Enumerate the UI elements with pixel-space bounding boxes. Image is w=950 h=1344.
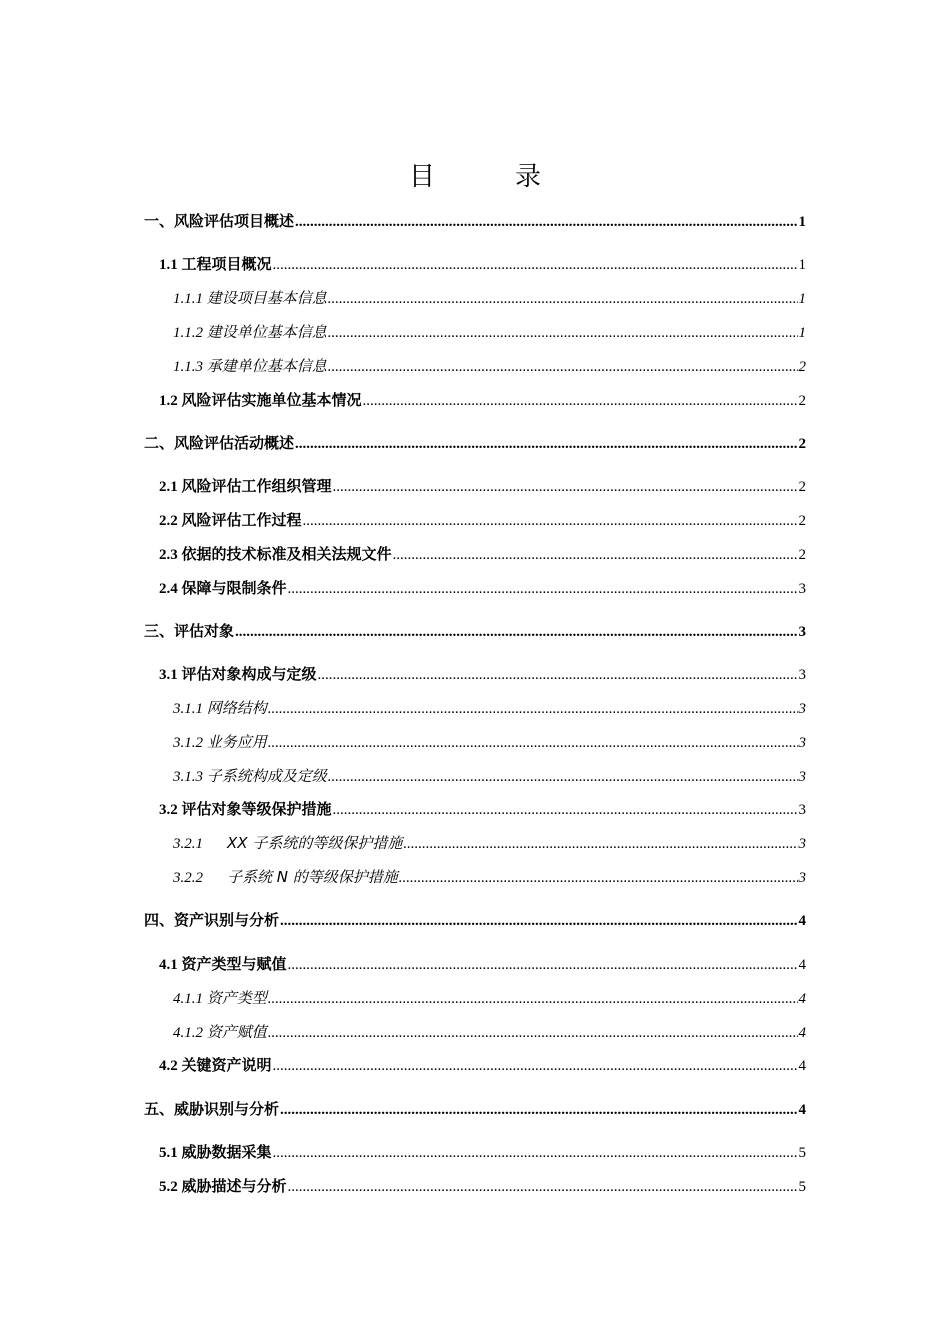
toc-entry[interactable]: [159, 664, 806, 685]
toc-entry[interactable]: [173, 988, 806, 1009]
toc-entry-text: 子系统构成及定级: [206, 767, 327, 785]
toc-entry[interactable]: [159, 510, 806, 531]
toc-entry-text: 承建单位基本信息: [206, 357, 327, 375]
page-title-char-2: 录: [515, 162, 542, 192]
toc-entry-number: 4.1.1: [173, 991, 203, 1007]
toc-page-number: 1: [798, 257, 806, 273]
toc-entry[interactable]: [159, 1176, 806, 1197]
toc-leader: [268, 989, 798, 1009]
toc-page-number: 2: [798, 547, 806, 563]
toc-entry-text: 资产赋值: [206, 1023, 267, 1041]
toc-entry-number: 5.2: [159, 1179, 178, 1195]
toc-entry-text: 评估对象构成与定级: [181, 665, 317, 683]
toc-page-number: 3: [798, 769, 806, 785]
toc-entry-text: 网络结构: [206, 699, 267, 717]
toc-leader: [328, 323, 798, 343]
toc-entry-number: 5.1: [159, 1145, 178, 1161]
toc-entry-number: 1.1.3: [173, 359, 203, 375]
toc-entry-text: 五、威胁识别与分析: [144, 1100, 280, 1118]
toc-page-number: 3: [798, 870, 806, 886]
toc-leader: [318, 665, 798, 685]
toc-leader: [328, 289, 798, 309]
toc-leader: [235, 622, 797, 642]
toc-entry-text: 一、风险评估项目概述: [144, 212, 295, 230]
toc-leader: [268, 733, 798, 753]
toc-page-number: 4: [798, 1025, 806, 1041]
toc-leader: [280, 911, 797, 931]
toc-leader: [303, 511, 798, 531]
toc-page-number: 3: [798, 701, 806, 717]
toc-entry[interactable]: [159, 954, 806, 975]
toc-leader: [363, 391, 798, 411]
toc-entry-text: 三、评估对象: [144, 622, 235, 640]
toc-entry-number: 2.3: [159, 547, 178, 563]
toc-entry-number: 1.1: [159, 257, 178, 273]
toc-leader: [399, 868, 798, 888]
toc-entry-number: 4.2: [159, 1058, 178, 1074]
toc-leader: [328, 357, 798, 377]
toc-entry-text: 风险评估实施单位基本情况: [181, 391, 362, 409]
toc-page-number: 1: [798, 214, 806, 230]
toc-entry-text: 建设单位基本信息: [206, 323, 327, 341]
toc-entry-text: 依据的技术标准及相关法规文件: [181, 545, 392, 563]
toc-entry-number: 2.4: [159, 581, 178, 597]
toc-page-number: 3: [798, 836, 806, 852]
toc-entry-text: XX 子系统的等级保护措施: [227, 834, 403, 852]
toc-entry-text: 资产类型: [206, 989, 267, 1007]
toc-entry-number: 3.1.3: [173, 769, 203, 785]
toc-leader: [333, 800, 798, 820]
toc-entry[interactable]: [159, 476, 806, 497]
toc-entry[interactable]: [173, 833, 806, 854]
toc-page-number: 4: [798, 1102, 806, 1118]
toc-entry-number: 2.1: [159, 479, 178, 495]
toc-entry-number: 3.1.1: [173, 701, 203, 717]
toc-page-number: 4: [798, 913, 806, 929]
toc-leader: [273, 1056, 798, 1076]
toc-page-number: 1: [798, 291, 806, 307]
toc-leader: [288, 955, 798, 975]
toc-leader: [295, 434, 797, 454]
toc-page-number: 4: [798, 957, 806, 973]
toc-leader: [268, 699, 798, 719]
toc-leader: [273, 1143, 798, 1163]
toc-entry[interactable]: [173, 766, 806, 787]
toc-leader: [403, 834, 797, 854]
toc-entry[interactable]: [159, 390, 806, 411]
toc-entry-number: 3.1.2: [173, 735, 203, 751]
toc-entry-text: 关键资产说明: [181, 1056, 272, 1074]
toc-page-number: 3: [798, 581, 806, 597]
page-title: [0, 156, 950, 193]
toc-entry[interactable]: [159, 254, 806, 275]
toc-leader: [288, 1177, 798, 1197]
toc-entry-number: 3.2.2: [173, 870, 203, 886]
toc-entry-text: 风险评估工作过程: [181, 511, 302, 529]
toc-page-number: 3: [798, 624, 806, 640]
toc-entry-text: 业务应用: [206, 733, 267, 751]
toc-entry-number: 2.2: [159, 513, 178, 529]
toc-entry[interactable]: [144, 433, 806, 454]
toc-page-number: 2: [798, 393, 806, 409]
toc-leader: [328, 767, 798, 787]
toc-leader: [333, 477, 798, 497]
toc-entry[interactable]: [159, 544, 806, 565]
toc-page-number: 3: [798, 735, 806, 751]
toc-entry-number: 3.2: [159, 802, 178, 818]
toc-entry-text: 四、资产识别与分析: [144, 911, 280, 929]
toc-entry[interactable]: [159, 578, 806, 599]
toc-entry-number: 3.2.1: [173, 836, 203, 852]
toc-entry[interactable]: [173, 698, 806, 719]
toc-page-number: 4: [798, 1058, 806, 1074]
toc-entry-text: 二、风险评估活动概述: [144, 434, 295, 452]
toc-entry[interactable]: [173, 1022, 806, 1043]
toc-entry-number: 1.2: [159, 393, 178, 409]
toc-page-number: 2: [798, 359, 806, 375]
toc-entry[interactable]: [144, 621, 806, 642]
toc-entry[interactable]: [159, 1142, 806, 1163]
toc-entry-text: 资产类型与赋值: [181, 955, 287, 973]
toc-page-number: 1: [798, 325, 806, 341]
toc-entry-number: 4.1.2: [173, 1025, 203, 1041]
toc-entry[interactable]: [159, 799, 806, 820]
toc-entry[interactable]: [173, 322, 806, 343]
toc-entry-number: 4.1: [159, 957, 178, 973]
toc-entry[interactable]: [173, 867, 806, 888]
toc-entry[interactable]: [173, 732, 806, 753]
toc-entry-number: 1.1.2: [173, 325, 203, 341]
toc-entry[interactable]: [173, 288, 806, 309]
toc-entry[interactable]: [144, 211, 806, 232]
toc-page-number: 2: [798, 436, 806, 452]
toc-leader: [295, 212, 797, 232]
toc-page-number: 5: [798, 1145, 806, 1161]
toc-entry-text: 威胁数据采集: [181, 1143, 272, 1161]
toc-page-number: 2: [798, 479, 806, 495]
toc-page-number: 4: [798, 991, 806, 1007]
toc-page-number: 5: [798, 1179, 806, 1195]
toc-leader: [288, 579, 798, 599]
toc-entry-number: 3.1: [159, 667, 178, 683]
toc-entry-text: 子系统 N 的等级保护措施: [227, 868, 398, 886]
page-title-char-1: 目: [408, 162, 435, 192]
toc-entry-number: 1.1.1: [173, 291, 203, 307]
toc-leader: [273, 255, 798, 275]
toc-entry-text: 保障与限制条件: [181, 579, 287, 597]
toc-entry-text: 威胁描述与分析: [181, 1177, 287, 1195]
toc-entry[interactable]: [144, 910, 806, 931]
toc-entry[interactable]: [144, 1099, 806, 1120]
toc-leader: [393, 545, 798, 565]
toc-page-number: 3: [798, 667, 806, 683]
toc-entry[interactable]: [159, 1055, 806, 1076]
toc-leader: [280, 1100, 797, 1120]
toc-entry-text: 风险评估工作组织管理: [181, 477, 332, 495]
toc-page-number: 3: [798, 802, 806, 818]
toc-entry-text: 工程项目概况: [181, 255, 272, 273]
toc-entry-text: 建设项目基本信息: [206, 289, 327, 307]
toc-entry[interactable]: [173, 356, 806, 377]
toc-leader: [268, 1023, 798, 1043]
toc-entry-text: 评估对象等级保护措施: [181, 800, 332, 818]
toc-page-number: 2: [798, 513, 806, 529]
